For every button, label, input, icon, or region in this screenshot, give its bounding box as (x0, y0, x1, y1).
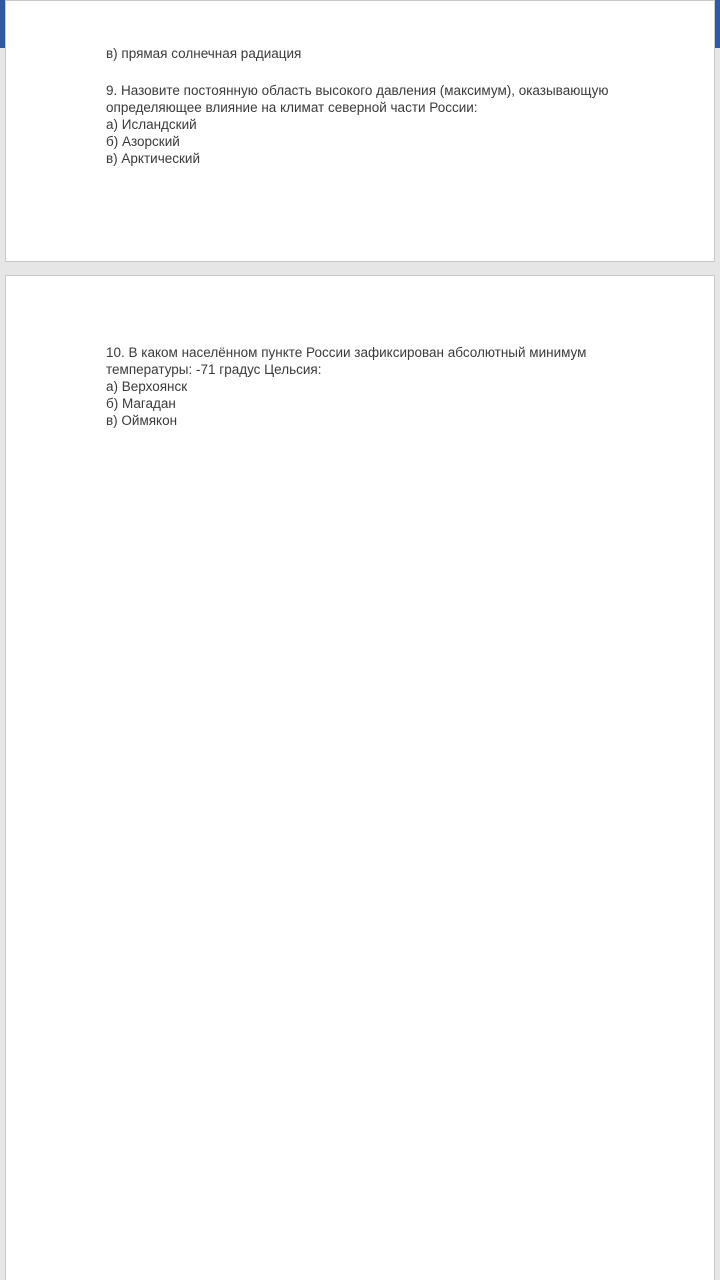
question-text: температуры: -71 градус Цельсия: (106, 362, 322, 377)
question-text: 9. Назовите постоянную область высокого давления (максимум), оказывающую (106, 83, 609, 98)
document-page[interactable] (5, 275, 715, 1280)
answer-option: в) Арктический (106, 151, 200, 166)
answer-option: в) Оймякон (106, 413, 178, 428)
question-text: 10. В каком населённом пункте России зафиксирован абсолютный минимум (106, 345, 587, 360)
question-text: определяющее влияние на климат северной части России: (106, 100, 478, 115)
question-9 (106, 82, 666, 167)
question-10 (106, 344, 666, 429)
answer-option: б) Магадан (106, 396, 176, 411)
answer-option: а) Верхоянск (106, 379, 188, 394)
document-page[interactable] (5, 0, 715, 262)
question-8-option-c: в) прямая солнечная радиация (106, 46, 302, 61)
answer-option: б) Азорский (106, 134, 180, 149)
answer-option: а) Исландский (106, 117, 197, 132)
